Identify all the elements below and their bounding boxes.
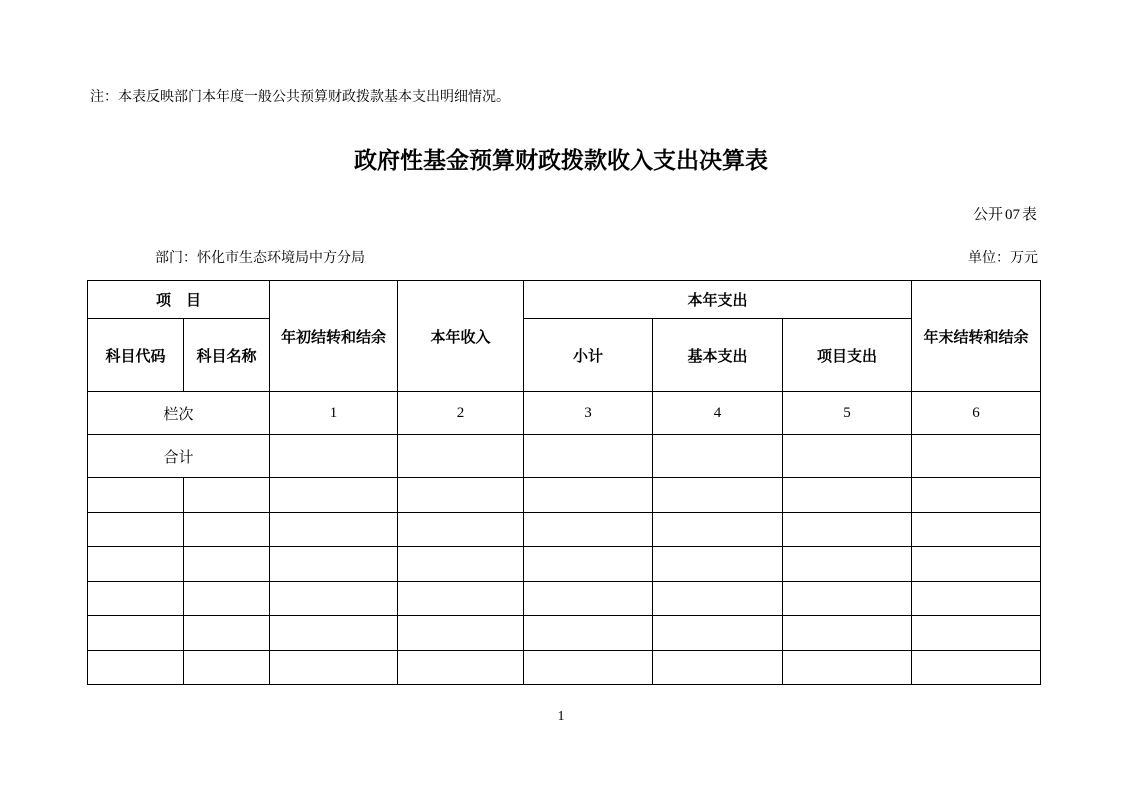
empty-cell xyxy=(524,478,653,513)
empty-cell xyxy=(524,581,653,616)
table-row xyxy=(88,616,1041,651)
empty-cell xyxy=(88,512,184,547)
table-row xyxy=(88,581,1041,616)
empty-cell xyxy=(184,616,270,651)
empty-cell xyxy=(270,650,398,685)
empty-cell xyxy=(912,512,1041,547)
empty-cell xyxy=(912,650,1041,685)
total-value-cell xyxy=(270,435,398,478)
column-index-5: 5 xyxy=(783,392,912,435)
empty-cell xyxy=(88,650,184,685)
empty-cell xyxy=(88,478,184,513)
empty-cell xyxy=(398,547,524,582)
empty-cell xyxy=(783,581,912,616)
empty-cell xyxy=(398,581,524,616)
empty-cell xyxy=(270,547,398,582)
unit-label: 单位：万元 xyxy=(968,249,1038,265)
empty-cell xyxy=(270,616,398,651)
empty-cell xyxy=(184,650,270,685)
empty-cell xyxy=(524,650,653,685)
empty-cell xyxy=(270,478,398,513)
header-basic-expenditure: 基本支出 xyxy=(653,319,783,392)
total-value-cell xyxy=(398,435,524,478)
total-value-cell xyxy=(912,435,1041,478)
table-row xyxy=(88,512,1041,547)
header-beginning-balance: 年初结转和结余 xyxy=(270,281,398,392)
empty-cell xyxy=(398,616,524,651)
table-code-prefix: 公开 xyxy=(972,206,1003,223)
empty-cell xyxy=(912,581,1041,616)
empty-cell xyxy=(524,616,653,651)
header-item-group: 项 目 xyxy=(88,281,270,319)
empty-cell xyxy=(398,478,524,513)
table-code-suffix: 表 xyxy=(1021,206,1037,223)
empty-cell xyxy=(912,547,1041,582)
total-row xyxy=(88,435,1041,478)
header-row-top xyxy=(88,281,1041,319)
total-value-cell xyxy=(653,435,783,478)
empty-cell xyxy=(653,650,783,685)
empty-cell xyxy=(783,650,912,685)
table-row xyxy=(88,650,1041,685)
empty-cell xyxy=(398,512,524,547)
table-row xyxy=(88,547,1041,582)
column-index-4: 4 xyxy=(653,392,783,435)
empty-rows xyxy=(88,478,1041,685)
page-title: 政府性基金预算财政拨款收入支出决算表 xyxy=(354,147,768,173)
empty-cell xyxy=(524,512,653,547)
total-value-cell xyxy=(783,435,912,478)
header-current-year-income: 本年收入 xyxy=(398,281,524,392)
empty-cell xyxy=(88,547,184,582)
empty-cell xyxy=(184,547,270,582)
empty-cell xyxy=(270,581,398,616)
header-subtotal: 小计 xyxy=(524,319,653,392)
empty-cell xyxy=(783,616,912,651)
table-code-number: 07 xyxy=(1004,207,1020,223)
total-value-cell xyxy=(524,435,653,478)
budget-table xyxy=(87,280,1041,685)
empty-cell xyxy=(783,512,912,547)
header-project-expenditure: 项目支出 xyxy=(783,319,912,392)
empty-cell xyxy=(184,512,270,547)
column-index-row xyxy=(88,392,1041,435)
department-label: 部门：怀化市生态环境局中方分局 xyxy=(155,249,365,265)
note-text: 注：本表反映部门本年度一般公共预算财政拨款基本支出明细情况。 xyxy=(90,88,510,104)
header-subject-name: 科目名称 xyxy=(184,319,270,392)
empty-cell xyxy=(270,512,398,547)
column-index-3: 3 xyxy=(524,392,653,435)
column-index-label: 栏次 xyxy=(88,392,270,435)
column-index-1: 1 xyxy=(270,392,398,435)
empty-cell xyxy=(912,478,1041,513)
empty-cell xyxy=(88,581,184,616)
empty-cell xyxy=(912,616,1041,651)
header-row-sub xyxy=(88,319,1041,392)
empty-cell xyxy=(653,547,783,582)
empty-cell xyxy=(653,478,783,513)
header-current-year-expenditure: 本年支出 xyxy=(524,281,912,319)
column-index-6: 6 xyxy=(912,392,1041,435)
header-year-end-balance: 年末结转和结余 xyxy=(912,281,1041,392)
empty-cell xyxy=(783,478,912,513)
empty-cell xyxy=(398,650,524,685)
empty-cell xyxy=(184,478,270,513)
empty-cell xyxy=(653,581,783,616)
table-row xyxy=(88,478,1041,513)
empty-cell xyxy=(653,616,783,651)
total-label: 合计 xyxy=(88,435,270,478)
page-number: 1 xyxy=(557,709,565,724)
empty-cell xyxy=(184,581,270,616)
column-index-2: 2 xyxy=(398,392,524,435)
header-subject-code: 科目代码 xyxy=(88,319,184,392)
empty-cell xyxy=(783,547,912,582)
empty-cell xyxy=(524,547,653,582)
empty-cell xyxy=(653,512,783,547)
table-code-label xyxy=(973,203,1037,224)
empty-cell xyxy=(88,616,184,651)
